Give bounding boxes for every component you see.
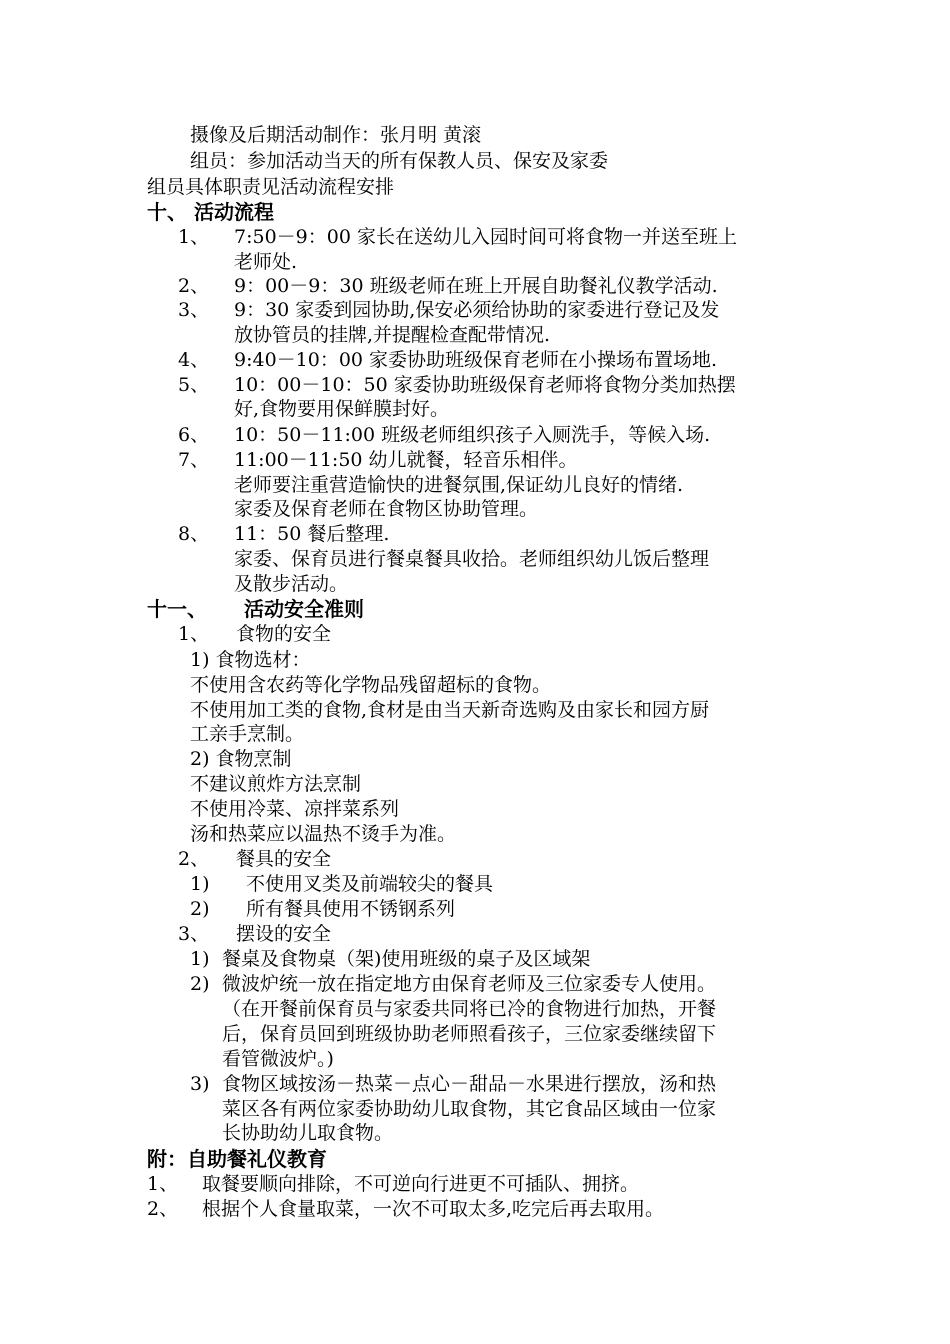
text-line: 9：30 家委到园协助,保安必须给协助的家委进行登记及发 [234,299,720,321]
list-number: 1) [190,948,210,970]
section-heading: 十、 活动流程 [147,200,274,224]
text-line: 不使用叉类及前端较尖的餐具 [246,873,494,895]
list-number: 3) [190,1073,210,1095]
text-line: 不使用加工类的食物,食材是由当天新奇选购及由家长和园方厨 [190,699,710,721]
text-line: 汤和热菜应以温热不烫手为准。 [190,823,457,845]
text-line: 家委、保育员进行餐桌餐具收拾。老师组织幼儿饭后整理 [234,548,710,570]
text-line: 及散步活动。 [234,573,349,595]
text-line: 家委及保育老师在食物区协助管理。 [234,498,539,520]
text-line: 看管微波炉。) [222,1048,334,1070]
text-line: 长协助幼儿取食物。 [222,1122,394,1144]
text-line: 7:50－9：00 家长在送幼儿入园时间可将食物一并送至班上 [234,226,737,248]
text-line: 1) 食物选材： [190,649,311,671]
text-line: 组员：参加活动当天的所有保教人员、保安及家委 [190,150,609,172]
text-line: 摄像及后期活动制作：张月明 黄滚 [190,124,482,146]
text-line: 10：50－11:00 班级老师组织孩子入厕洗手，等候入场. [234,424,711,446]
list-number: 3、 [178,299,210,321]
list-number: 8、 [178,523,210,545]
text-line: 不使用冷菜、凉拌菜系列 [190,798,400,820]
list-number: 2、 [178,848,210,870]
text-line: 后，保育员回到班级协助老师照看孩子，三位家委继续留下 [222,1023,717,1045]
text-line: 组员具体职责见活动流程安排 [147,176,395,198]
text-line: 放协管员的挂牌,并提醒检查配带情况. [234,324,551,346]
list-number: 4、 [178,349,210,371]
text-line: 所有餐具使用不锈钢系列 [246,898,456,920]
text-line: 11：50 餐后整理. [234,523,390,545]
text-line: 餐具的安全 [236,848,332,870]
text-line: 根据个人食量取菜，一次不可取太多,吃完后再去取用。 [202,1198,665,1220]
section-number: 十一、 [147,597,207,621]
list-number: 5、 [178,374,210,396]
list-number: 1、 [178,226,210,248]
text-line: 菜区各有两位家委协助幼儿取食物，其它食品区域由一位家 [222,1098,717,1120]
list-number: 1、 [147,1173,179,1195]
text-line: 不建议煎炸方法烹制 [190,773,362,795]
list-number: 3、 [178,923,210,945]
text-line: 工亲手烹制。 [190,723,305,745]
list-number: 7、 [178,449,210,471]
list-number: 1、 [178,623,210,645]
text-line: 微波炉统一放在指定地方由保育老师及三位家委专人使用。 [222,973,717,995]
text-line: 9：00－9：30 班级老师在班上开展自助餐礼仪教学活动. [234,275,718,297]
text-line: 摆设的安全 [236,923,332,945]
text-line: 2) 食物烹制 [190,748,292,770]
text-line: 老师处. [234,251,298,273]
text-line: 11:00－11:50 幼儿就餐，轻音乐相伴。 [234,449,578,471]
list-number: 6、 [178,424,210,446]
list-number: 2、 [147,1198,179,1220]
text-line: 食物的安全 [236,623,332,645]
text-line: 好,食物要用保鲜膜封好。 [234,398,450,420]
text-line: 9:40－10：00 家委协助班级保育老师在小操场布置场地. [234,349,718,371]
text-line: 不使用含农药等化学物品残留超标的食物。 [190,674,552,696]
list-number: 1) [190,873,210,895]
text-line: 老师要注重营造愉快的进餐氛围,保证幼儿良好的情绪. [234,474,684,496]
text-line: 取餐要顺向排除，不可逆向行进更不可插队、拥挤。 [202,1173,640,1195]
list-number: 2) [190,973,210,995]
text-line: 10：00－10：50 家委协助班级保育老师将食物分类加热摆 [234,374,736,396]
list-number: 2) [190,898,210,920]
text-line: 食物区域按汤－热菜－点心－甜品－水果进行摆放，汤和热 [222,1073,717,1095]
appendix-heading: 附：自助餐礼仪教育 [147,1147,327,1171]
section-heading: 活动安全准则 [244,597,364,621]
text-line: （在开餐前保育员与家委共同将已冷的食物进行加热，开餐 [222,998,717,1020]
list-number: 2、 [178,275,210,297]
text-line: 餐桌及食物桌（架)使用班级的桌子及区域架 [222,948,591,970]
